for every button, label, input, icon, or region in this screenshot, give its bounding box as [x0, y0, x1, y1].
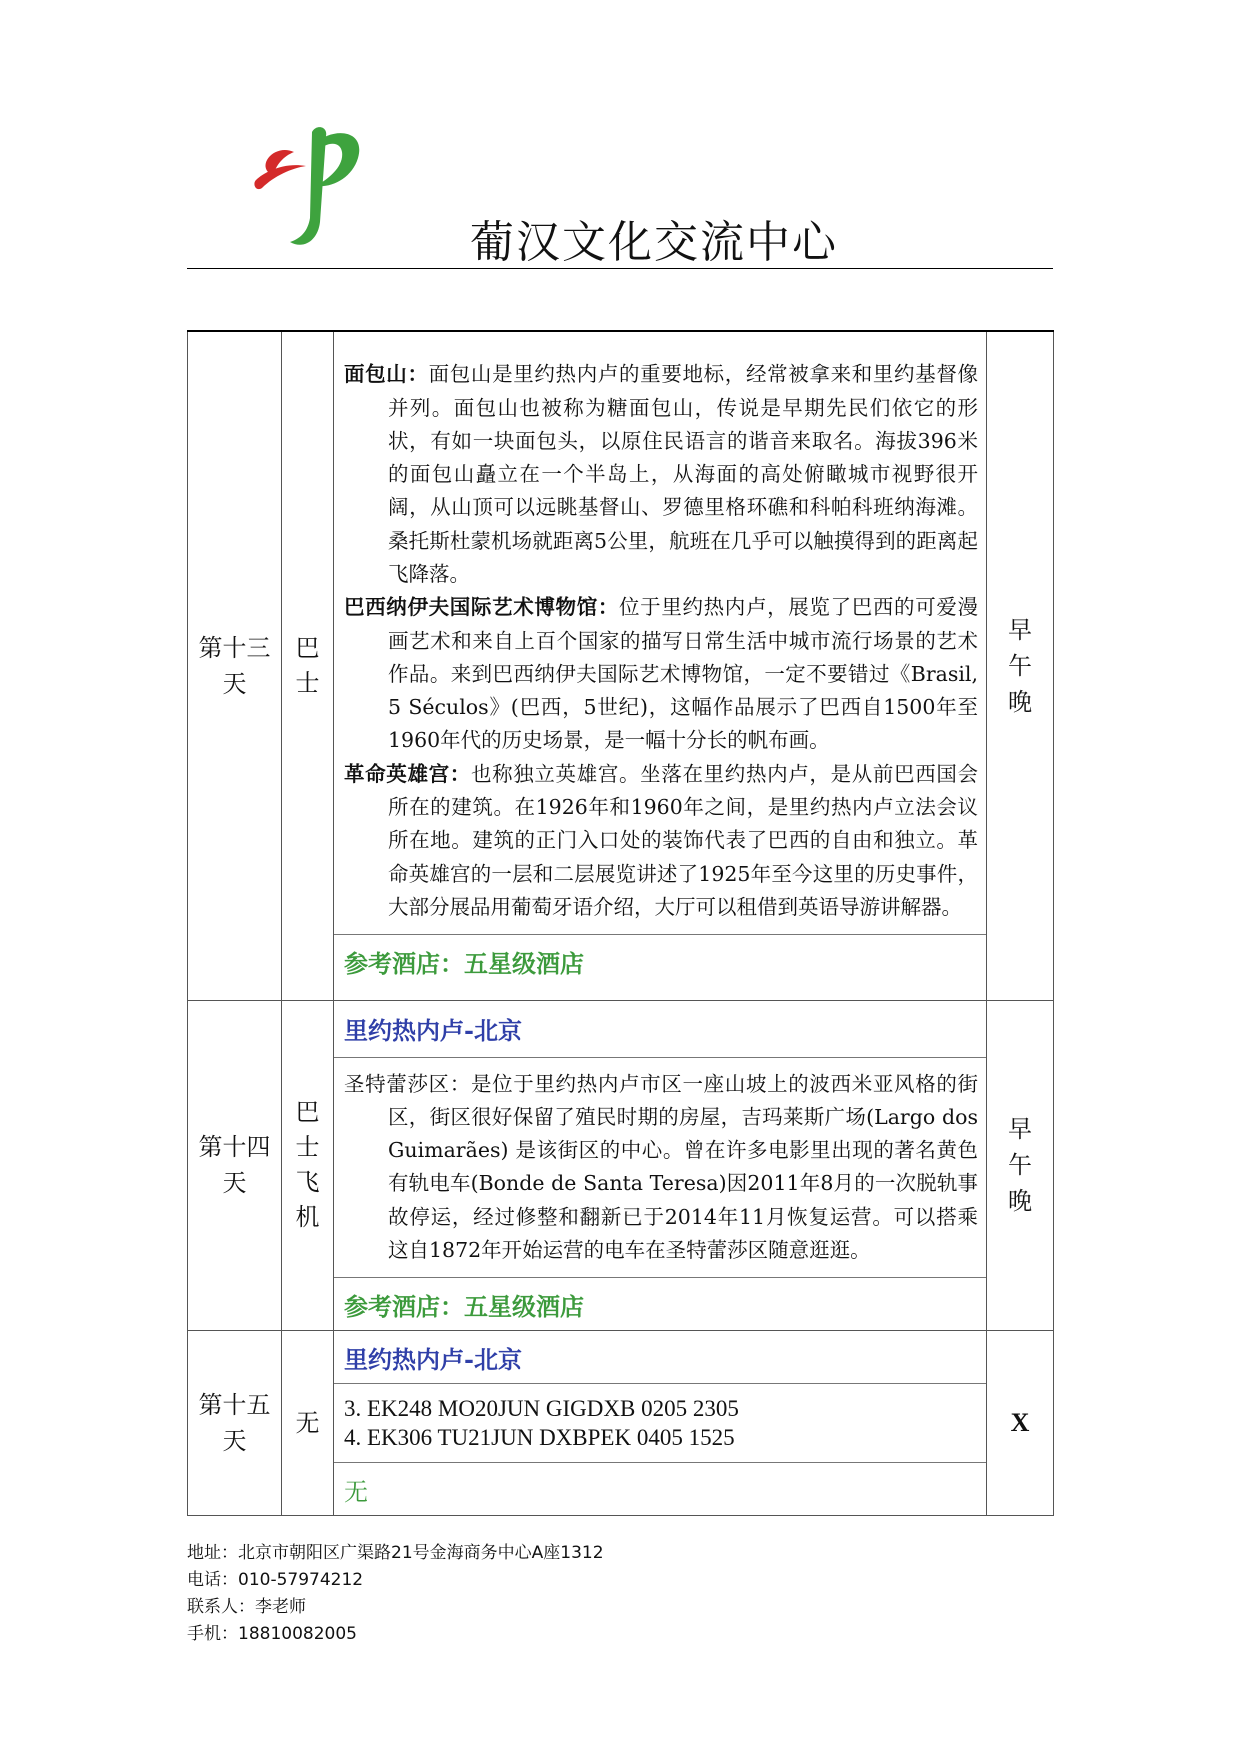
day-content: [334, 1000, 987, 1331]
transport-label: 巴士: [282, 331, 334, 1000]
reference-hotel: 无: [334, 1463, 986, 1516]
day-content: [334, 331, 987, 1000]
route-label: 里约热内卢-北京: [344, 1344, 522, 1374]
day-content: [334, 1331, 987, 1516]
contact-line: 联系人：李老师: [187, 1597, 306, 1617]
attraction-description: [334, 344, 986, 935]
org-logo: [254, 122, 374, 252]
attraction-entry: 圣特蕾莎区：是位于里约热内卢市区一座山坡上的波西米亚风格的街区，街区很好保留了殖民时期的房屋，吉玛莱斯广场(Largo dos Guimarães) 是该街区的中心。曾在许多电影里出现的著名黄色有轨电车(Bonde de Santa Teresa)因2011年8月的一次脱轨事故停运，经过修整和翻新已于2014年11月恢复运营。可以搭乘这自1872年开始运营的电车在圣特蕾莎区随意逛逛。: [344, 1071, 979, 1262]
flight-list: [334, 1384, 986, 1463]
header-divider: [187, 268, 1053, 269]
day-label: 第十五天: [188, 1331, 282, 1516]
reference-hotel: 参考酒店：五星级酒店: [334, 935, 986, 988]
org-title: 葡汉文化交流中心: [470, 217, 838, 268]
contact-footer: [187, 1540, 604, 1648]
transport-label: 巴士飞机: [282, 1000, 334, 1331]
attraction-entry: 革命英雄宫：也称独立英雄宫。坐落在里约热内卢，是从前巴西国会所在的建筑。在1926年和1960年之间，是里约热内卢立法会议所在地。建筑的正门入口处的装饰代表了巴西的自由和独立。革命英雄宫的一层和二层展览讲述了1925年至今这里的历史事件，大部分展品用葡萄牙语介绍，大厅可以租借到英语导游讲解器。: [344, 761, 979, 919]
day-label: 第十三天: [188, 331, 282, 1000]
meals-label: 早午晚: [987, 331, 1054, 1000]
meals-label: X: [987, 1331, 1054, 1516]
itinerary-row-day-13: [188, 331, 1054, 1000]
mobile-line: 手机：18810082005: [187, 1624, 357, 1644]
day-label: 第十四天: [188, 1000, 282, 1331]
itinerary-row-day-15: [188, 1331, 1054, 1516]
address-line: 地址：北京市朝阳区广渠路21号金海商务中心A座1312: [187, 1543, 604, 1563]
transport-label: 无: [282, 1331, 334, 1516]
itinerary-row-day-14: [188, 1000, 1054, 1331]
attraction-entry: 面包山：面包山是里约热内卢的重要地标，经常被拿来和里约基督像并列。面包山也被称为糖面包山，传说是早期先民们依它的形状，有如一块面包头，以原住民语言的谐音来取名。海拔396米的面包山矗立在一个半岛上，从海面的高处俯瞰城市视野很开阔，从山顶可以远眺基督山、罗德里格环礁和科帕科班纳海滩。桑托斯杜蒙机场就距离5公里，航班在几乎可以触摸得到的距离起飞降落。: [344, 362, 979, 586]
flight-item: 3. EK248 MO20JUN GIGDXB 0205 2305: [344, 1396, 739, 1422]
flight-item: 4. EK306 TU21JUN DXBPEK 0405 1525: [344, 1425, 735, 1451]
phone-line: 电话：010-57974212: [187, 1570, 364, 1590]
attraction-entry: 巴西纳伊夫国际艺术博物馆：位于里约热内卢，展览了巴西的可爱漫画艺术和来自上百个国家的描写日常生活中城市流行场景的艺术作品。来到巴西纳伊夫国际艺术博物馆，一定不要错过《Brasil, 5 Séculos》(巴西，5世纪)，这幅作品展示了巴西自1500年至1960年代的历史场景，是一幅十分长的帆布画。: [344, 595, 979, 753]
itinerary-table: [187, 330, 1054, 1516]
meals-label: 早午晚: [987, 1000, 1054, 1331]
attraction-description: [334, 1057, 986, 1278]
reference-hotel: 参考酒店：五星级酒店: [334, 1278, 986, 1331]
route-label: 里约热内卢-北京: [344, 1016, 522, 1045]
